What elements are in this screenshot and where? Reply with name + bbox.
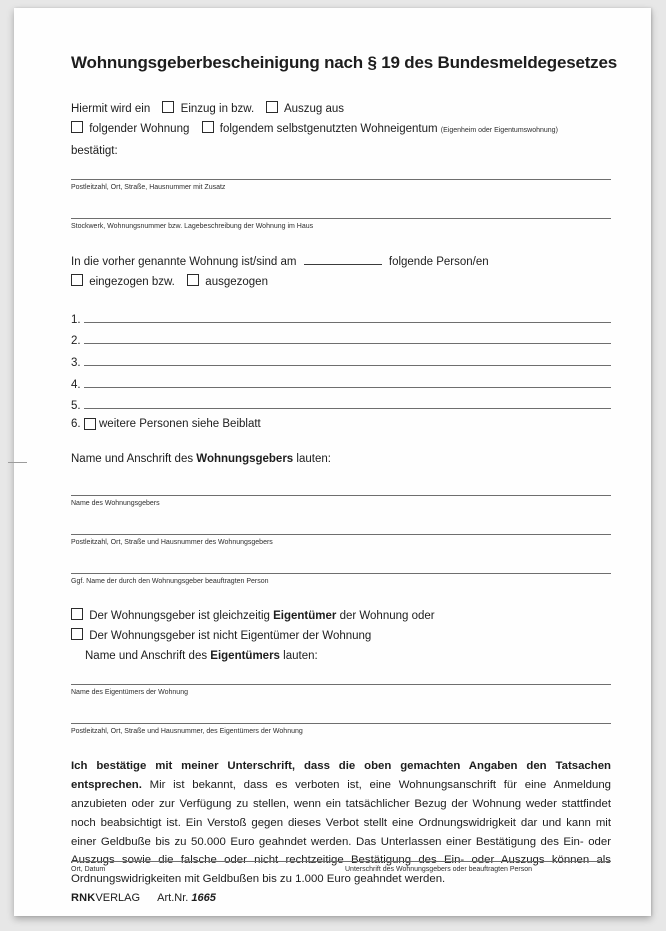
form-title: Wohnungsgeberbescheinigung nach § 19 des Bundesmeldegesetzes [71,53,617,72]
field-block-wohnungsgeber-name [71,494,611,508]
person-number: 1. [71,313,81,326]
checkbox-einzug[interactable] [162,101,174,113]
field-block-eigentuemer-name [71,683,611,697]
weitere-personen-label: weitere Personen siehe Beiblatt [99,418,261,431]
person-row-5 [71,391,611,413]
person-number: 2. [71,335,81,348]
person-number: 3. [71,357,81,370]
heading-prefix: Name und Anschrift des [85,650,208,663]
wohnungsgeber-heading [71,449,611,469]
person-number: 4. [71,378,81,391]
field-label: Name des Eigentümers der Wohnung [71,689,188,697]
field-label: Stockwerk, Wohnungsnummer bzw. Lagebeschreibung der Wohnung im Haus [71,223,314,230]
field-block-wohnung-lage [71,217,611,231]
checkbox-einzug-label: Einzug in bzw. [180,103,255,115]
movein-line [71,252,611,272]
wohneigentum-note: (Eigenheim oder Eigentumswohnung) [440,127,558,134]
heading-suffix: lauten: [283,650,318,663]
movein-text-after: folgende Person/en [388,256,489,268]
cb1-prefix: Der Wohnungsgeber ist gleichzeitig [89,610,270,623]
person-row-4 [71,369,611,391]
checkbox-ausgezogen[interactable] [187,274,199,286]
intro-line-1 [71,99,611,119]
field-block-beauftragte-person [71,572,611,586]
cb1-bold: Eigentümer [273,610,337,623]
checkbox-wohneigentum-label: folgendem selbstgenutzten Wohneigentum [219,123,438,135]
person-row-1 [71,304,611,326]
signature-section [71,861,611,873]
form-page [14,8,651,916]
checkbox-wohneigentum[interactable] [202,121,214,133]
field-block-wohnungsgeber-adresse [71,533,611,547]
checkbox-wohnungsgeber-nicht-eigentuemer[interactable] [71,628,83,640]
checkbox-auszug[interactable] [266,101,278,113]
checkbox-eingezogen[interactable] [71,274,83,286]
checkbox-folgende-wohnung[interactable] [71,121,83,133]
eigentuemer-checkbox-line-2 [71,626,611,646]
field-label: Name des Wohnungsgebers [71,500,160,508]
publisher-brand-bold: RNK [71,892,96,904]
heading-bold: Eigentümers [210,650,280,663]
checkbox-auszug-label: Auszug aus [283,103,345,115]
article-number-label: Art.Nr. [157,892,189,904]
checkbox-folgende-wohnung-label: folgender Wohnung [89,123,190,135]
input-line-person-5[interactable] [84,408,611,409]
person-list [71,304,611,434]
input-line-person-4[interactable] [84,387,611,388]
intro-line-2 [71,119,611,141]
person-number: 6. [71,418,81,431]
declaration-body: Mir ist bekannt, dass es verboten ist, eine Wohnungsanschrift für eine Anmeldung anzubieten oder zur Verfügung zu stellen, wenn ein tatsächlicher Bezug der Wohnung weder stattfindet noch beabsichtigt ist. Ein Verstoß gegen dieses Verbot stellt eine Ordnungswidrigkeit dar und kann mit einer Geldbuße bis zu 50.000 Euro geahndet werden. Das Unterlassen einer Bestätigung des Ein- oder Auszugs sowie die falsche oder nicht rechtzeitige Bestätigung des Ein- oder Auszugs können als Ordnungswidrigkeiten mit Geldbußen bis zu 1.000 Euro geahndet werden. [71,779,611,886]
field-label: Postleitzahl, Ort, Straße und Hausnummer, des Eigentümers der Wohnung [71,728,303,736]
publisher-brand-rest: VERLAG [95,892,141,904]
person-row-2 [71,326,611,348]
article-number-value: 1665 [191,892,216,904]
signature-labels [71,863,611,873]
input-line-person-3[interactable] [84,365,611,366]
cb2-label: Der Wohnungsgeber ist nicht Eigentümer der Wohnung [89,630,372,643]
movein-date-blank[interactable] [304,253,382,265]
input-line-person-2[interactable] [84,343,611,344]
publisher-footer [71,892,216,904]
person-number: 5. [71,400,81,413]
input-line-person-1[interactable] [84,322,611,323]
heading-bold: Wohnungsgebers [196,453,294,466]
field-block-eigentuemer-adresse [71,722,611,736]
eigentuemer-checkbox-line-1 [71,606,611,626]
cb1-suffix: der Wohnung oder [339,610,435,623]
intro-prefix: Hiermit wird ein [71,103,151,115]
checkbox-ausgezogen-label: ausgezogen [205,276,268,288]
heading-prefix: Name und Anschrift des [71,453,194,466]
intro-line-3: bestätigt: [71,145,118,157]
movein-checkbox-line [71,272,611,292]
movein-text-before: In die vorher genannte Wohnung ist/sind am [71,256,297,268]
person-row-3 [71,347,611,369]
checkbox-wohnungsgeber-ist-eigentuemer[interactable] [71,608,83,620]
heading-suffix: lauten: [296,453,331,466]
signature-left-label: Ort, Datum [71,866,106,873]
checkbox-weitere-personen[interactable] [84,418,96,430]
signature-right-label: Unterschrift des Wohnungsgebers oder beauftragten Person [345,866,533,873]
field-label: Postleitzahl, Ort, Straße und Hausnummer des Wohnungsgebers [71,539,273,547]
field-label: Postleitzahl, Ort, Straße, Hausnummer mit Zusatz [71,184,226,191]
field-label: Ggf. Name der durch den Wohnungsgeber beauftragten Person [71,578,269,586]
checkbox-eingezogen-label: eingezogen bzw. [89,276,175,288]
field-block-wohnung-adresse [71,178,611,192]
person-row-6 [71,414,611,434]
fold-mark [8,462,27,463]
eigentuemer-heading [85,646,611,666]
eigentuemer-section [71,606,611,666]
declaration-bold-sentence: Ich bestätige mit meiner Unterschrift, dass die oben gemachten Angaben den Tatsachen entsprechen. [71,760,611,792]
